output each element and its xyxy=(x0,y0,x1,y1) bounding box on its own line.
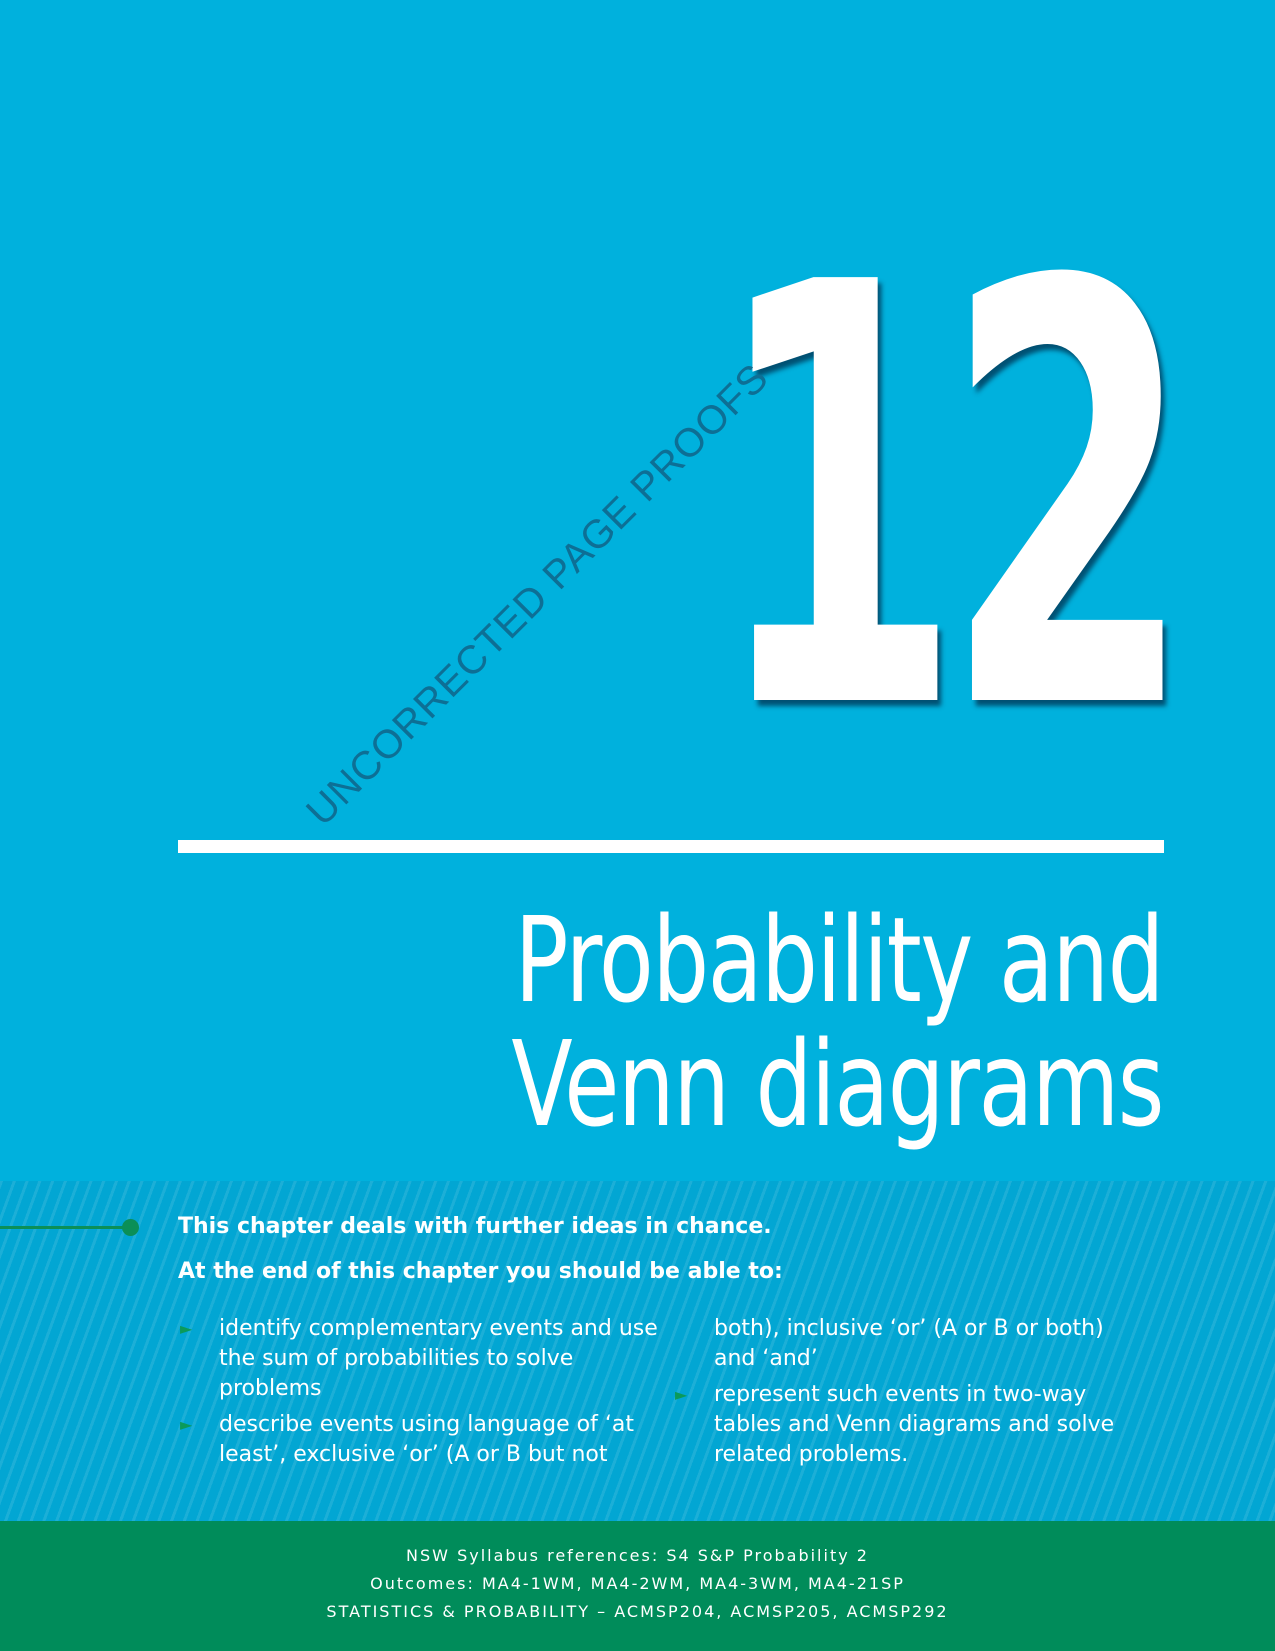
outcomes-reference: Outcomes: MA4-1WM, MA4-2WM, MA4-3WM, MA4-21SP xyxy=(370,1574,905,1593)
chapter-number: 12 xyxy=(711,162,1175,837)
objective-text: both), inclusive ‘or’ (A or B or both) and ‘and’ xyxy=(714,1316,1104,1371)
triangle-right-icon: ► xyxy=(180,1415,193,1434)
objective-item xyxy=(673,1380,1143,1470)
objectives-left-column xyxy=(178,1314,658,1476)
syllabus-reference: NSW Syllabus references: S4 S&P Probability 2 xyxy=(406,1546,869,1565)
objective-item xyxy=(178,1410,658,1470)
chapter-title-line1: Probability and xyxy=(514,891,1163,1029)
objective-continuation xyxy=(673,1314,1143,1374)
objective-item xyxy=(178,1314,658,1404)
title-divider xyxy=(178,840,1164,853)
syllabus-footer xyxy=(0,1521,1275,1651)
timeline-line xyxy=(0,1226,128,1229)
chapter-title xyxy=(263,891,1163,1153)
curriculum-reference: STATISTICS & PROBABILITY – ACMSP204, ACMSP205, ACMSP292 xyxy=(326,1602,949,1621)
intro-text: This chapter deals with further ideas in chance. xyxy=(178,1214,772,1239)
intro-subtitle: At the end of this chapter you should be able to: xyxy=(178,1259,783,1284)
chapter-title-line2: Venn diagrams xyxy=(511,1015,1163,1153)
objectives-right-column xyxy=(673,1314,1143,1476)
triangle-right-icon: ► xyxy=(675,1385,688,1404)
timeline-dot-icon xyxy=(122,1219,139,1236)
watermark: UNCORRECTED PAGE PROOFS xyxy=(298,355,778,835)
objective-text: identify complementary events and use the sum of probabilities to solve problems xyxy=(219,1316,658,1401)
objective-text: describe events using language of ‘at least’, exclusive ‘or’ (A or B but not xyxy=(219,1412,634,1467)
objective-text: represent such events in two-way tables and Venn diagrams and solve related problems. xyxy=(714,1382,1115,1467)
triangle-right-icon: ► xyxy=(180,1319,193,1338)
